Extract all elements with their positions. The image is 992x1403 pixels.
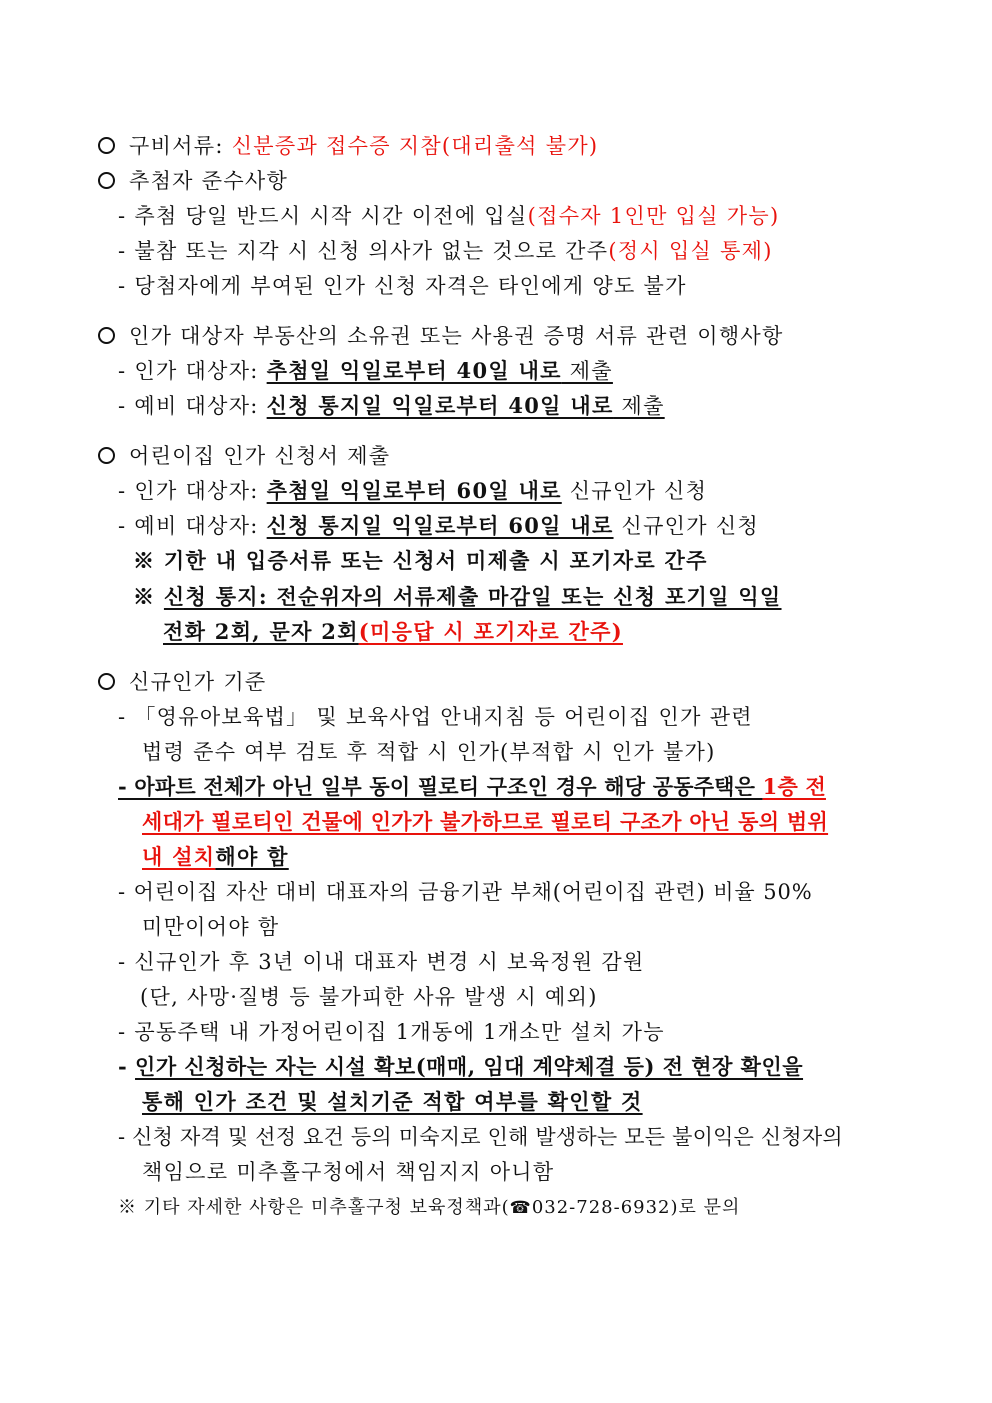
lottery-rule-red-note: (접수자 1인만 입실 가능)	[527, 204, 780, 228]
lottery-rule-text: - 불참 또는 지각 시 신청 의사가 없는 것으로 간주	[118, 239, 609, 263]
lottery-rule-item	[118, 201, 779, 231]
criteria-item-text: - 신규인가 후 3년 이내 대표자 변경 시 보육정원 감원	[118, 950, 645, 974]
criteria-item	[118, 1052, 803, 1082]
criteria-item	[142, 807, 828, 837]
criteria-item	[140, 982, 598, 1012]
criteria-item-text: 해야 함	[215, 844, 289, 869]
criteria-item	[118, 772, 826, 802]
circle-bullet-icon	[98, 137, 115, 154]
criteria-item	[118, 947, 645, 977]
application-note-red: (미응답 시 포기자로 간주)	[358, 619, 623, 644]
ownership-item	[118, 391, 665, 421]
criteria-item-text: - 아파트 전체가 아닌 일부 동이 필로티 구조인 경우 해당 공동주택은	[118, 774, 763, 799]
criteria-item-text: - 신청 자격 및 선정 요건 등의 미숙지로 인해 발생하는 모든 불이익은 신청자의	[118, 1125, 843, 1149]
application-note-text: 신청 통지: 전순위자의 서류제출 마감일 또는 신청 포기일 익일	[163, 584, 782, 609]
criteria-item	[142, 842, 289, 872]
application-note-text: 전화 2회, 문자 2회	[163, 619, 359, 644]
criteria-title	[98, 667, 267, 697]
ownership-item	[118, 356, 613, 386]
application-title-text: 어린이집 인가 신청서 제출	[129, 444, 391, 468]
documents-value: 신분증과 접수증 지참(대리출석 불가)	[231, 134, 599, 158]
ownership-deadline: 신청 통지일 익일로부터 40일 내로	[266, 393, 614, 418]
circle-bullet-icon	[98, 327, 115, 344]
criteria-item	[142, 1087, 643, 1117]
criteria-item-text: 책임으로 미추홀구청에서 책임지지 아니함	[142, 1160, 555, 1184]
criteria-item-text: - 공동주택 내 가정어린이집 1개동에 1개소만 설치 가능	[118, 1020, 665, 1044]
application-item-label: - 인가 대상자:	[118, 479, 267, 503]
ownership-item-suffix: 제출	[613, 394, 665, 418]
criteria-item	[142, 1157, 554, 1187]
criteria-item	[118, 1017, 665, 1047]
circle-bullet-icon	[98, 172, 115, 189]
ownership-item-label: - 인가 대상자:	[118, 359, 267, 383]
criteria-item-text: 통해 인가 조건 및 설치기준 적합 여부를 확인할 것	[142, 1089, 643, 1114]
criteria-item-text: - 「영유아보육법」 및 보육사업 안내지침 등 어린이집 인가 관련	[118, 705, 753, 729]
criteria-item	[118, 1122, 843, 1152]
documents-line	[98, 131, 598, 161]
lottery-rules-title-text: 추첨자 준수사항	[129, 169, 289, 193]
criteria-item-red: 세대가 필로티인 건물에 인가가 불가하므로 필로티 구조가 아닌 동의 범위	[142, 809, 829, 834]
ownership-title-text: 인가 대상자 부동산의 소유권 또는 사용권 증명 서류 관련 이행사항	[129, 324, 784, 348]
ownership-item-label: - 예비 대상자:	[118, 394, 267, 418]
phone-icon: ☎	[509, 1198, 532, 1218]
application-item	[118, 511, 759, 541]
lottery-rules-title	[98, 166, 288, 196]
lottery-rule-red-note: (정시 입실 통제)	[608, 239, 773, 263]
application-note	[163, 617, 623, 647]
application-note	[133, 582, 782, 612]
lottery-rule-text: - 추첨 당일 반드시 시작 시간 이전에 입실	[118, 204, 528, 228]
documents-label: 구비서류:	[129, 134, 232, 158]
criteria-item	[118, 702, 753, 732]
application-note	[133, 546, 708, 576]
criteria-item-text: 법령 준수 여부 검토 후 적합 시 인가(부적합 시 인가 불가)	[142, 740, 716, 764]
lottery-rule-text: - 당첨자에게 부여된 인가 신청 자격은 타인에게 양도 불가	[118, 274, 687, 298]
reference-mark: ※	[133, 584, 164, 609]
criteria-title-text: 신규인가 기준	[129, 670, 267, 694]
footer-note	[118, 1193, 740, 1223]
application-title	[98, 441, 390, 471]
criteria-item	[142, 912, 280, 942]
application-note-text: ※ 기한 내 입증서류 또는 신청서 미제출 시 포기자로 간주	[133, 548, 708, 573]
lottery-rule-item	[118, 271, 687, 301]
footer-text: ※ 기타 자세한 사항은 미추홀구청 보육정책과(	[118, 1197, 510, 1218]
application-item-suffix: 신규인가 신청	[613, 514, 759, 538]
criteria-item	[118, 877, 813, 907]
criteria-item-text: - 어린이집 자산 대비 대표자의 금융기관 부채(어린이집 관련) 비율 50%	[118, 880, 813, 904]
ownership-deadline: 추첨일 익일로부터 40일 내로	[266, 358, 562, 383]
criteria-item-text: 인가 신청하는 자는 시설 확보(매매, 임대 계약체결 등) 전 현장 확인을	[135, 1054, 804, 1079]
footer-text: )로 문의	[670, 1197, 741, 1218]
circle-bullet-icon	[98, 673, 115, 690]
criteria-item-dash: -	[118, 1054, 136, 1079]
lottery-rule-item	[118, 236, 773, 266]
ownership-item-suffix: 제출	[561, 359, 613, 383]
application-deadline: 추첨일 익일로부터 60일 내로	[266, 478, 562, 503]
criteria-item-text: 미만이어야 함	[142, 915, 280, 939]
application-item-suffix: 신규인가 신청	[561, 479, 708, 503]
phone-number: 032-728-6932	[531, 1197, 671, 1218]
ownership-title	[98, 321, 784, 351]
application-deadline: 신청 통지일 익일로부터 60일 내로	[266, 513, 614, 538]
criteria-item-text: (단, 사망·질병 등 불가피한 사유 발생 시 예외)	[140, 985, 598, 1009]
criteria-item-red: 1층 전	[762, 774, 826, 799]
criteria-item	[142, 737, 716, 767]
application-item	[118, 476, 707, 506]
application-item-label: - 예비 대상자:	[118, 514, 267, 538]
criteria-item-red: 내 설치	[142, 844, 216, 869]
circle-bullet-icon	[98, 447, 115, 464]
